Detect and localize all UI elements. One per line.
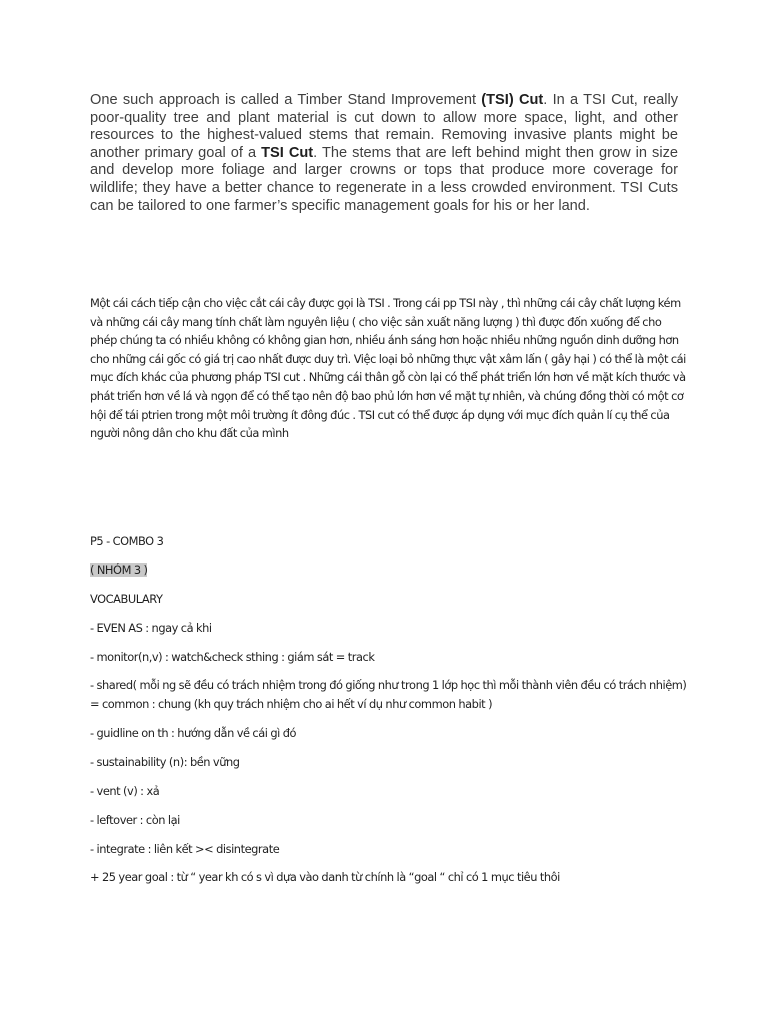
english-text-3: . The stems that are left behind might then grow in size and develop more foliage and larger crowns or tops that produce more coverage for wildlife; they have a better chance to regenerate in a less crowded environment. TSI Cuts can be tailored to one farmer’s specific management goals for his or her land.: [90, 144, 678, 214]
vocab-item-even-as: - EVEN AS : ngay cả khi: [90, 620, 212, 635]
tsi-cut-bold-2: TSI Cut: [261, 144, 314, 161]
tsi-cut-bold-1: (TSI) Cut: [481, 92, 544, 108]
vietnamese-translation-paragraph: Một cái cách tiếp cận cho việc cắt cái cây được gọi là TSI . Trong cái pp TSI này , thì những cái cây chất lượng kém và những cái cây mang tính chất làm nguyên liệu ( cho việc sản xuất năng lượng ) thì được đốn xuống để cho phép chúng ta có nhiều không có không gian hơn, nhiều ánh sáng hơn hoặc nhiều những nguồn dinh dưỡng hơn cho những cái gốc có giá trị cao nhất được duy trì. Việc loại bỏ những thực vật xâm lấn ( gây hại ) có thể là một cái mục đích khác của phương pháp TSI cut . Những cái thân gỗ còn lại có thể phát triển lớn hơn về mặt kích thước và phát triển hơn về lá và ngọn để có thể tạo nên độ bao phủ lớn hơn về mặt tự nhiên, và chúng đồng thời có một cơ hội để tái ptrien trong một môi trường ít đông đúc . TSI cut có thể được áp dụng với mục đích quản lí cụ thể của người nông dân cho khu đất của mình: [90, 296, 686, 441]
vocab-item-guideline: - guidline on th : hướng dẫn về cái gì đó: [90, 725, 297, 740]
group-label-highlight: ( NHÓM 3 ): [90, 562, 148, 577]
english-text-2: . In a TSI Cut, really poor-quality tree and plant material is cut down to allow more space, light, and other resources to the highest-valued stems that remain. Removing invasive plants might be another primary goal of a: [90, 92, 678, 161]
vocab-item-vent: - vent (v) : xả: [90, 783, 160, 798]
vocab-item-monitor: - monitor(n,v) : watch&check sthing : giám sát = track: [90, 649, 375, 664]
group-label-line: [90, 561, 690, 580]
vocab-item-leftover: - leftover : còn lại: [90, 812, 180, 827]
vocabulary-title: VOCABULARY: [90, 591, 163, 606]
vocab-item-sustainability: - sustainability (n): bền vững: [90, 754, 240, 769]
vocab-item-year-goal: + 25 year goal : từ “ year kh có s vì dựa vào danh từ chính là “goal “ chỉ có 1 mục tiêu thôi: [90, 870, 560, 885]
combo-heading: P5 - COMBO 3: [90, 534, 164, 548]
english-text-1: One such approach is called a Timber Stand Improvement: [90, 92, 482, 108]
vocab-item-integrate: - integrate : liên kết >< disintegrate: [90, 841, 280, 856]
vocabulary-notes: [90, 532, 690, 897]
english-paragraph: [90, 92, 678, 215]
vocab-item-shared: - shared( mỗi ng sẽ đều có trách nhiệm trong đó giống như trong 1 lớp học thì mỗi thành viên đều có trách nhiệm) = common : chung (kh quy trách nhiệm cho ai hết ví dụ như common habit ): [90, 678, 687, 712]
